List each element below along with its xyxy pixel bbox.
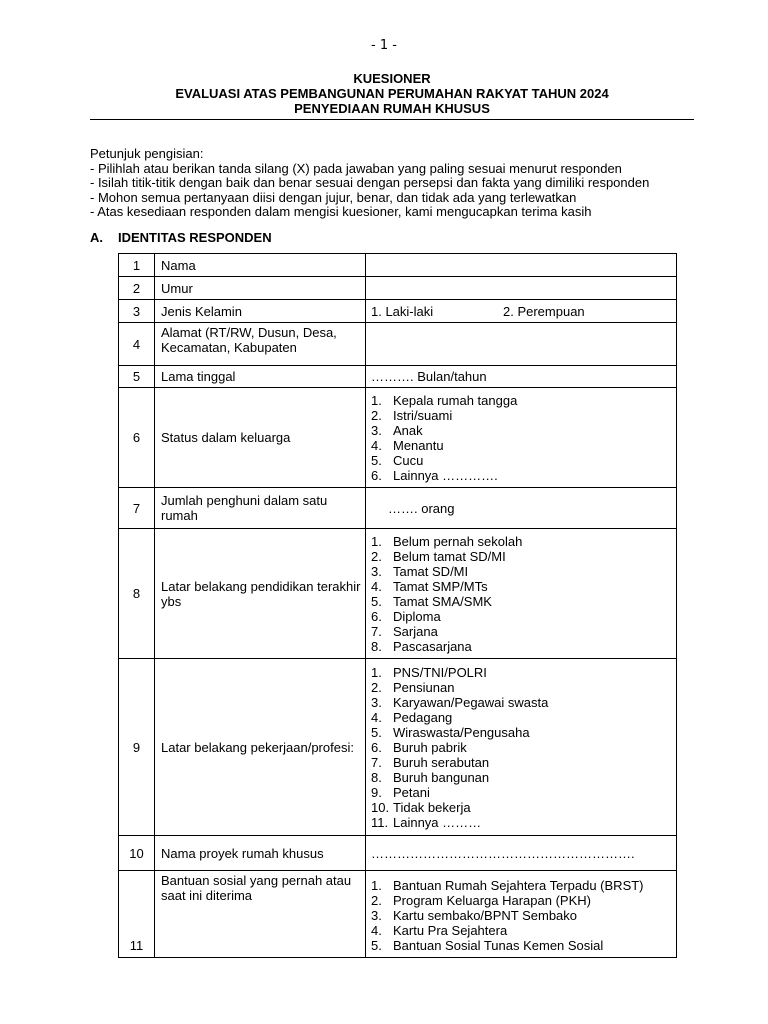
question-cell: Bantuan sosial yang pernah atau saat ini diterima bbox=[155, 871, 366, 958]
question-cell: Nama proyek rumah khusus bbox=[155, 836, 366, 871]
option-item[interactable]: 5. Cucu bbox=[371, 452, 424, 468]
answer-field-alamat[interactable] bbox=[366, 323, 677, 366]
instructions-heading: Petunjuk pengisian: bbox=[90, 146, 204, 161]
row-number: 6 bbox=[119, 388, 155, 488]
answer-field-umur[interactable] bbox=[366, 277, 677, 300]
answer-field-jumlah-penghuni[interactable]: ……. orang bbox=[366, 488, 677, 529]
question-cell: Nama bbox=[155, 254, 366, 277]
option-item[interactable]: 1. Bantuan Rumah Sejahtera Terpadu (BRST) bbox=[371, 878, 644, 893]
option-item[interactable]: 3. Karyawan/Pegawai swasta bbox=[371, 694, 549, 710]
title-line-1: KUESIONER bbox=[353, 71, 431, 86]
option-item[interactable]: 6. Buruh pabrik bbox=[371, 739, 467, 755]
answer-field-nama[interactable] bbox=[366, 254, 677, 277]
table-row bbox=[119, 871, 677, 958]
option-item[interactable]: 2. Belum tamat SD/MI bbox=[371, 548, 506, 564]
option-item[interactable]: 2. Istri/suami bbox=[371, 407, 453, 423]
option-male[interactable]: 1. Laki-laki bbox=[371, 303, 434, 319]
page-number: - 1 - bbox=[371, 38, 397, 53]
table-row bbox=[119, 323, 677, 366]
option-item[interactable]: 1. Kepala rumah tangga bbox=[371, 392, 518, 408]
table-row bbox=[119, 254, 677, 277]
option-item[interactable]: 9. Petani bbox=[371, 784, 430, 800]
title-divider bbox=[90, 119, 694, 120]
section-a-heading bbox=[90, 230, 272, 245]
option-item[interactable]: 8. Buruh bangunan bbox=[371, 769, 490, 785]
option-item[interactable]: 2. Program Keluarga Harapan (PKH) bbox=[371, 893, 591, 908]
row-number: 1 bbox=[119, 254, 155, 277]
option-item[interactable]: 3. Tamat SD/MI bbox=[371, 563, 469, 579]
question-cell: Alamat (RT/RW, Dusun, Desa, Kecamatan, Kabupaten bbox=[155, 323, 366, 366]
answer-cell bbox=[366, 871, 677, 958]
respondent-identity-table bbox=[118, 253, 677, 958]
title-line-3: PENYEDIAAN RUMAH KHUSUS bbox=[294, 101, 490, 116]
title-line-2: EVALUASI ATAS PEMBANGUNAN PERUMAHAN RAKYAT TAHUN 2024 bbox=[175, 86, 609, 101]
answer-cell bbox=[366, 659, 677, 836]
row-number: 2 bbox=[119, 277, 155, 300]
row-number: 7 bbox=[119, 488, 155, 529]
instruction-item: - Mohon semua pertanyaan diisi dengan jujur, benar, dan tidak ada yang terlewatkan bbox=[90, 189, 577, 205]
instruction-item: - Atas kesediaan responden dalam mengisi kuesioner, kami mengucapkan terima kasih bbox=[90, 204, 592, 219]
option-item[interactable]: 4. Tamat SMP/MTs bbox=[371, 578, 488, 594]
option-item[interactable]: 8. Pascasarjana bbox=[371, 638, 472, 654]
option-item[interactable]: 5. Wiraswasta/Pengusaha bbox=[371, 724, 530, 740]
option-item[interactable]: 7. Sarjana bbox=[371, 623, 438, 639]
row-number: 8 bbox=[119, 529, 155, 659]
table-row bbox=[119, 836, 677, 871]
question-cell: Status dalam keluarga bbox=[155, 388, 366, 488]
question-cell: Latar belakang pendidikan terakhir ybs bbox=[155, 529, 366, 659]
answer-field-lama-tinggal[interactable]: ………. Bulan/tahun bbox=[366, 366, 677, 388]
row-number: 5 bbox=[119, 366, 155, 388]
option-item[interactable]: 5. Bantuan Sosial Tunas Kemen Sosial bbox=[371, 938, 604, 953]
option-item[interactable]: 2. Pensiunan bbox=[371, 679, 455, 695]
row-number: 4 bbox=[119, 323, 155, 366]
option-item[interactable]: 6. Diploma bbox=[371, 608, 441, 624]
document-title bbox=[90, 71, 694, 116]
option-item[interactable]: 3. Anak bbox=[371, 422, 423, 438]
question-cell: Latar belakang pekerjaan/profesi: bbox=[155, 659, 366, 836]
option-female[interactable]: 2. Perempuan bbox=[503, 303, 585, 319]
table-row bbox=[119, 300, 677, 323]
instruction-item: - Isilah titik-titik dengan baik dan benar sesuai dengan persepsi dan fakta yang dimiliki responden bbox=[90, 175, 650, 190]
question-cell: Lama tinggal bbox=[155, 366, 366, 388]
table-row bbox=[119, 388, 677, 488]
answer-cell bbox=[366, 300, 677, 323]
question-cell: Umur bbox=[155, 277, 366, 300]
option-item[interactable]: 4. Kartu Pra Sejahtera bbox=[371, 923, 508, 938]
option-item[interactable]: 6. Lainnya …………. bbox=[371, 467, 498, 483]
table-row bbox=[119, 529, 677, 659]
instruction-item: - Pilihlah atau berikan tanda silang (X) pada jawaban yang paling sesuai menurut responden bbox=[90, 160, 622, 176]
section-title: IDENTITAS RESPONDEN bbox=[118, 230, 272, 245]
table-row bbox=[119, 659, 677, 836]
option-item[interactable]: 1. Belum pernah sekolah bbox=[371, 533, 523, 549]
option-item[interactable]: 11. Lainnya ……… bbox=[371, 814, 482, 830]
row-number: 3 bbox=[119, 300, 155, 323]
row-number: 9 bbox=[119, 659, 155, 836]
section-letter: A. bbox=[90, 230, 103, 245]
option-item[interactable]: 1. PNS/TNI/POLRI bbox=[371, 664, 487, 680]
option-item[interactable]: 5. Tamat SMA/SMK bbox=[371, 593, 492, 609]
answer-cell bbox=[366, 388, 677, 488]
table-row bbox=[119, 488, 677, 529]
table-row bbox=[119, 277, 677, 300]
question-cell: Jenis Kelamin bbox=[155, 300, 366, 323]
option-item[interactable]: 10. Tidak bekerja bbox=[371, 799, 471, 815]
instructions bbox=[90, 147, 649, 220]
answer-field-nama-proyek[interactable]: ……………………………………………………. bbox=[366, 836, 677, 871]
row-number: 11 bbox=[119, 871, 155, 958]
option-item[interactable]: 4. Pedagang bbox=[371, 709, 453, 725]
option-item[interactable]: 3. Kartu sembako/BPNT Sembako bbox=[371, 908, 578, 923]
row-number: 10 bbox=[119, 836, 155, 871]
answer-cell bbox=[366, 529, 677, 659]
option-item[interactable]: 4. Menantu bbox=[371, 437, 444, 453]
option-item[interactable]: 7. Buruh serabutan bbox=[371, 754, 490, 770]
question-cell: Jumlah penghuni dalam satu rumah bbox=[155, 488, 366, 529]
table-row bbox=[119, 366, 677, 388]
